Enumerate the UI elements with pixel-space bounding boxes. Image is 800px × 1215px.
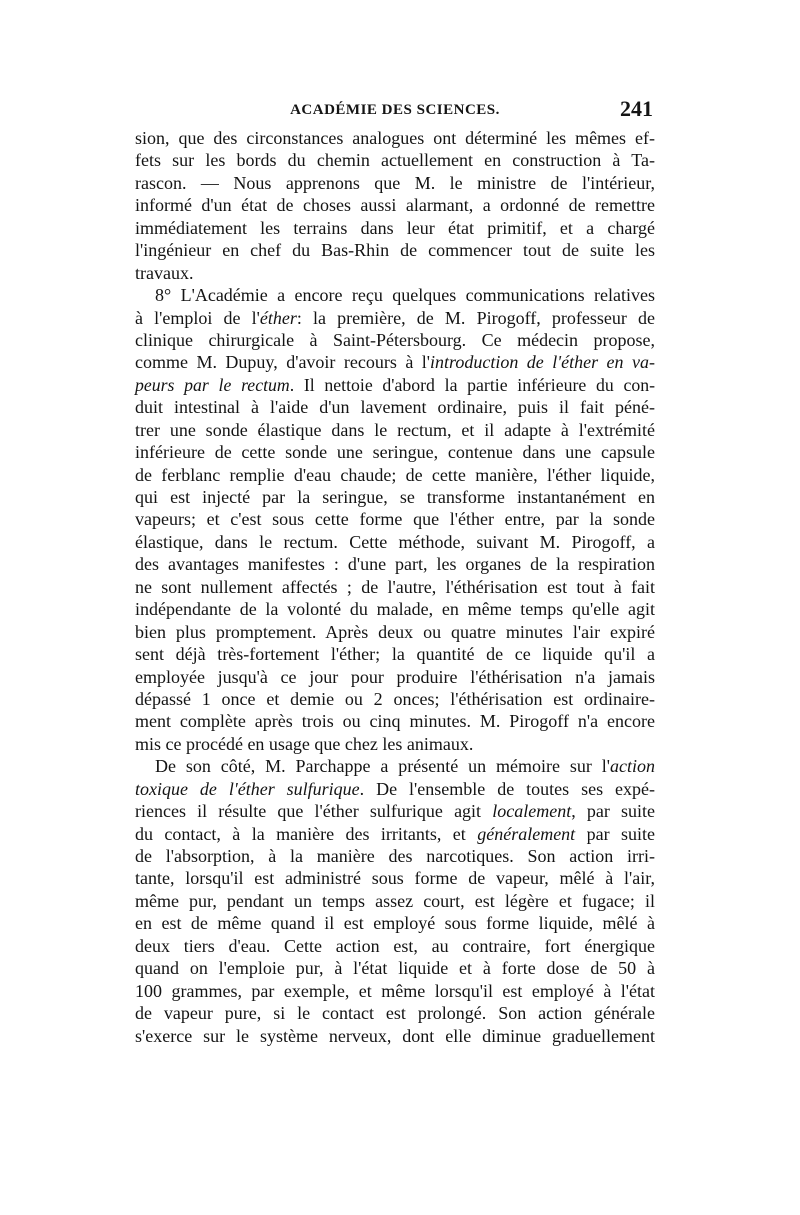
- italic-text: introduction de l'éther en va-: [430, 352, 655, 373]
- text-line: [135, 351, 655, 373]
- line-text: De son côté, M. Parchappe a présenté un mémoire sur l': [155, 756, 610, 777]
- line-text: travaux.: [135, 262, 194, 283]
- line-text: fets sur les bords du chemin actuellement en construction à Ta-: [135, 150, 655, 171]
- line-text: des avantages manifestes : d'une part, les organes de la respiration: [135, 554, 655, 575]
- line-text: élastique, dans le rectum. Cette méthode, suivant M. Pirogoff, a: [135, 531, 655, 552]
- line-text: ment complète après trois ou cinq minutes. M. Pirogoff n'a encore: [135, 711, 655, 732]
- text-line: [135, 1002, 655, 1024]
- line-text: informé d'un état de choses aussi alarmant, a ordonné de remettre: [135, 195, 655, 216]
- text-line: [135, 172, 655, 194]
- line-text: qui est injecté par la seringue, se transforme instantanément en: [135, 487, 655, 507]
- text-line: [135, 329, 655, 351]
- line-text: comme M. Dupuy, d'avoir recours à l': [135, 352, 431, 373]
- line-text: duit intestinal à l'aide d'un lavement ordinaire, puis il fait péné-: [135, 397, 655, 418]
- line-text: : la première, de M. Pirogoff, professeur de: [296, 307, 655, 328]
- line-text: . Il nettoie d'abord la partie inférieure du con-: [289, 374, 655, 395]
- text-line: [135, 935, 655, 957]
- text-line: [135, 508, 655, 530]
- text-line: [135, 419, 655, 441]
- line-text: ne sont nullement affectés ; de l'autre, l'éthérisation est tout à fait: [135, 576, 655, 597]
- text-line: [135, 912, 655, 934]
- text-line: [135, 800, 655, 822]
- line-text: . De l'ensemble de toutes ses expé-: [359, 778, 655, 799]
- text-line: [135, 666, 655, 688]
- line-text: riences il résulte que l'éther sulfurique agit: [135, 801, 493, 822]
- text-line: [135, 957, 655, 979]
- line-text: inférieure de cette sonde une seringue, contenue dans une capsule: [135, 442, 655, 463]
- running-head-title: ACADÉMIE DES SCIENCES.: [290, 102, 500, 118]
- italic-text: action: [610, 756, 655, 777]
- text-line: [135, 980, 655, 1002]
- line-text: bien plus promptement. Après deux ou quatre minutes l'air expiré: [135, 621, 655, 642]
- text-line: [135, 778, 655, 800]
- italic-text: localement: [492, 801, 572, 822]
- body-text: [135, 127, 655, 1047]
- text-line: [135, 239, 655, 261]
- line-text: sion, que des circonstances analogues ont déterminé les mêmes ef-: [135, 128, 655, 148]
- text-line: [135, 486, 655, 508]
- line-text: par suite: [575, 823, 655, 844]
- text-line: [135, 553, 655, 575]
- line-text: rascon. — Nous apprenons que M. le ministre de l'intérieur,: [135, 172, 655, 193]
- italic-text: généralement: [477, 823, 576, 844]
- line-text: indépendante de la volonté du malade, en même temps qu'elle agit: [135, 599, 655, 620]
- text-line: [135, 284, 655, 306]
- text-line: [135, 464, 655, 486]
- text-line: [135, 217, 655, 239]
- line-text: quand on l'emploie pur, à l'état liquide et à forte dose de 50 à: [135, 958, 655, 979]
- text-line: [135, 710, 655, 732]
- text-line: [135, 262, 655, 284]
- line-text: s'exerce sur le système nerveux, dont elle diminue graduellement: [135, 1025, 655, 1046]
- line-text: même pur, pendant un temps assez court, est légère et fugace; il: [135, 890, 655, 911]
- text-line: [135, 733, 655, 755]
- line-text: l'ingénieur en chef du Bas-Rhin de commencer tout de suite les: [135, 240, 655, 261]
- text-line: [135, 1025, 655, 1047]
- line-text: immédiatement les terrains dans leur état primitif, et a chargé: [135, 217, 655, 238]
- text-line: [135, 374, 655, 396]
- text-line: [135, 867, 655, 889]
- italic-text: éther: [259, 307, 297, 328]
- text-line: [135, 127, 655, 149]
- line-text: sent déjà très-fortement l'éther; la quantité de ce liquide qu'il a: [135, 644, 655, 665]
- text-line: [135, 576, 655, 598]
- line-text: deux tiers d'eau. Cette action est, au contraire, fort énergique: [135, 935, 655, 956]
- italic-text: toxique de l'éther sulfurique: [135, 778, 360, 799]
- text-line: [135, 890, 655, 912]
- running-head: [135, 96, 655, 126]
- line-text: , par suite: [571, 801, 655, 822]
- text-line: [135, 755, 655, 777]
- line-text: de vapeur pure, si le contact est prolongé. Son action générale: [135, 1003, 655, 1024]
- line-text: trer une sonde élastique dans le rectum, et il adapte à l'extrémité: [135, 419, 655, 440]
- line-text: à l'emploi de l': [135, 307, 260, 328]
- text-line: [135, 396, 655, 418]
- text-line: [135, 598, 655, 620]
- line-text: clinique chirurgicale à Saint-Pétersbourg. Ce médecin propose,: [135, 329, 655, 350]
- text-line: [135, 307, 655, 329]
- line-text: employée jusqu'à ce jour pour produire l'éthérisation n'a jamais: [135, 666, 655, 687]
- line-text: 100 grammes, par exemple, et même lorsqu'il est employé à l'état: [135, 980, 655, 1001]
- text-line: [135, 621, 655, 643]
- text-line: [135, 688, 655, 710]
- line-text: du contact, à la manière des irritants, et: [135, 823, 478, 844]
- line-text: vapeurs; et c'est sous cette forme que l'éther entre, par la sonde: [135, 509, 655, 530]
- line-text: en est de même quand il est employé sous forme liquide, mêlé à: [135, 913, 655, 934]
- text-line: [135, 823, 655, 845]
- text-line: [135, 845, 655, 867]
- text-line: [135, 643, 655, 665]
- line-text: de l'absorption, à la manière des narcotiques. Son action irri-: [135, 846, 655, 866]
- text-line: [135, 441, 655, 463]
- line-text: dépassé 1 once et demie ou 2 onces; l'éthérisation est ordinaire-: [135, 688, 655, 709]
- line-text: de ferblanc remplie d'eau chaude; de cette manière, l'éther liquide,: [135, 464, 655, 485]
- line-text: 8° L'Académie a encore reçu quelques communications relatives: [155, 285, 655, 306]
- italic-text: peurs par le rectum: [135, 374, 290, 395]
- text-line: [135, 531, 655, 553]
- line-text: tante, lorsqu'il est administré sous forme de vapeur, mêlé à l'air,: [135, 868, 655, 889]
- page-number: 241: [620, 96, 653, 121]
- text-line: [135, 149, 655, 171]
- line-text: mis ce procédé en usage que chez les animaux.: [135, 733, 474, 754]
- text-line: [135, 194, 655, 216]
